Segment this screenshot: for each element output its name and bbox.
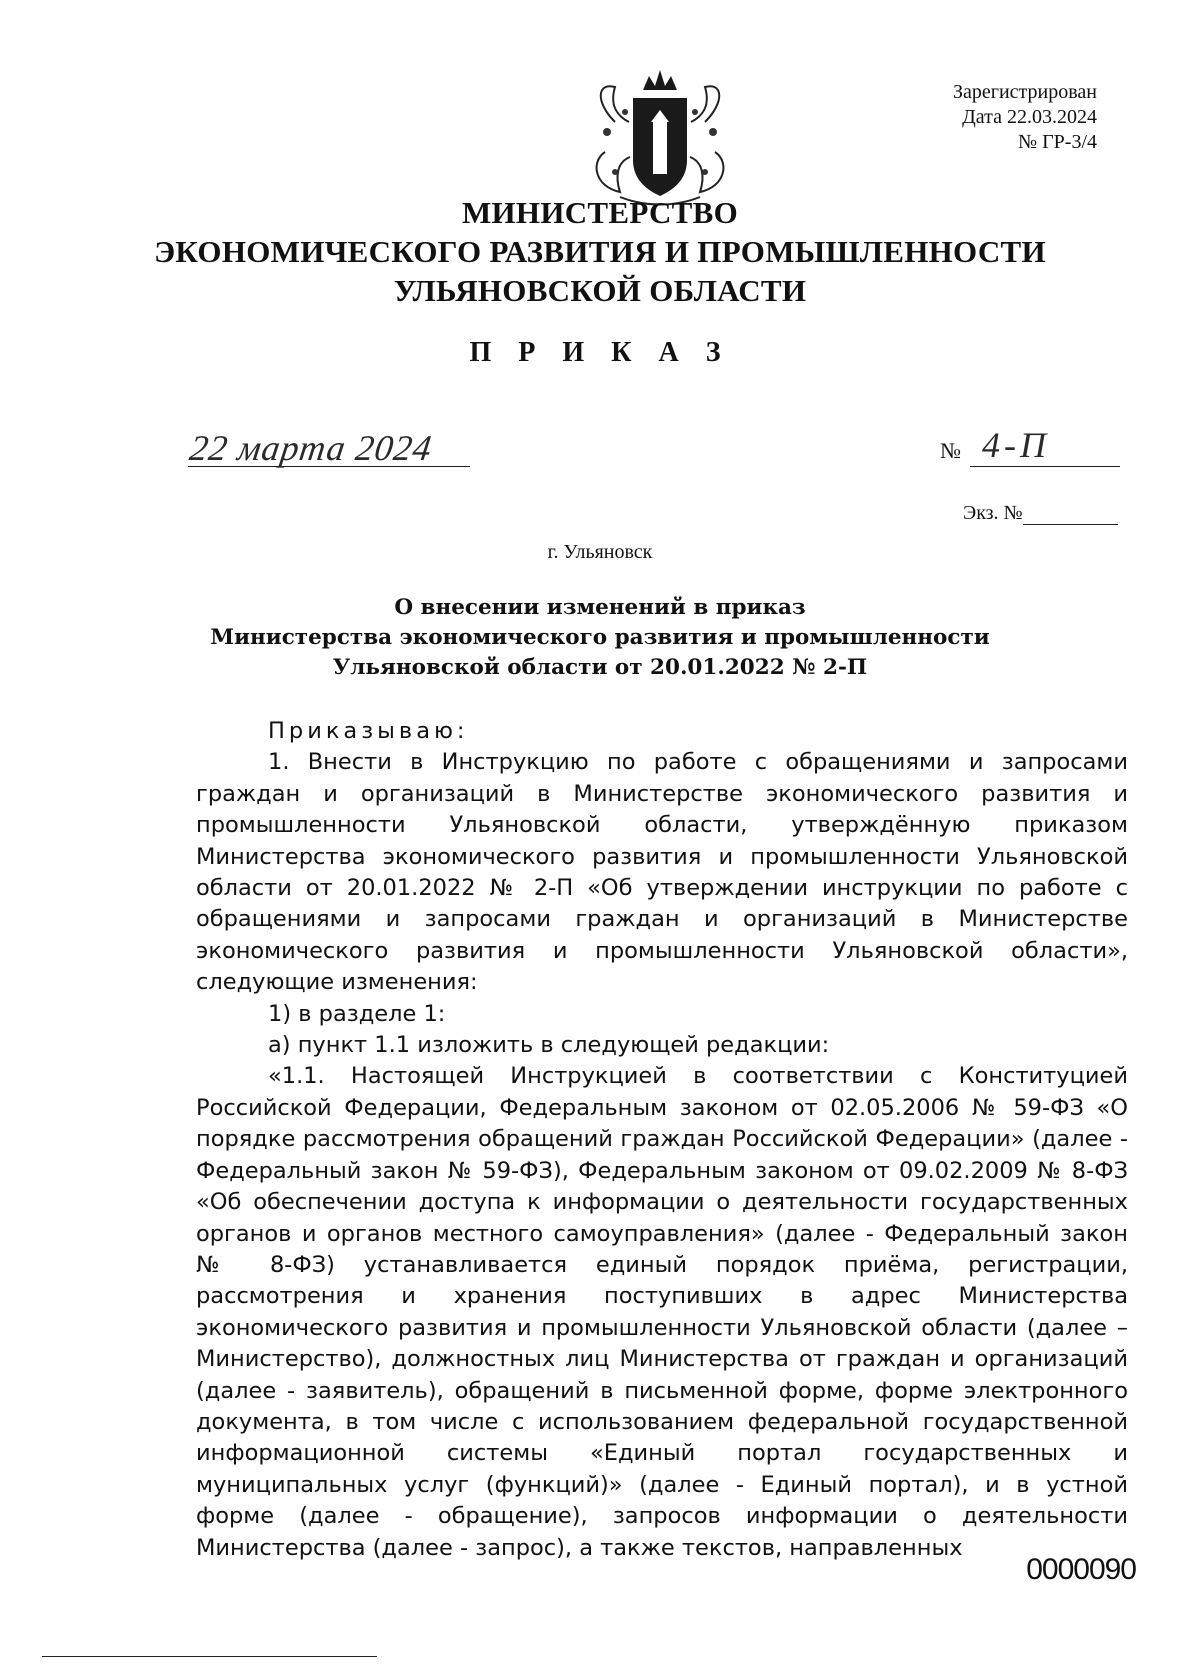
ministry-line-2: ЭКОНОМИЧЕСКОГО РАЗВИТИЯ И ПРОМЫШЛЕННОСТИ (154, 234, 1046, 269)
order-subject (0, 593, 1200, 683)
ministry-header (0, 193, 1200, 310)
ministry-line-3: УЛЬЯНОВСКОЙ ОБЛАСТИ (393, 273, 807, 308)
coat-of-arms-emblem (585, 62, 735, 210)
order-title: П Р И К А З (469, 337, 731, 368)
number-underline (970, 466, 1120, 467)
number-sign: № (940, 438, 961, 463)
subject-line-2: Министерства экономического развития и промышленности (210, 625, 990, 650)
order-word: Приказываю: (268, 718, 469, 744)
paragraph-1: 1. Внести в Инструкцию по работе с обращениями и запросами граждан и организаций в Министерстве экономического развития и промышленности Ульяновской области, утверждённую приказом Министерства экономического развития и промышленности Ульяновской области от 20.01.2022 № 2-П «Об утверждении инструкции по работе с обращениями и запросами граждан и организаций в Министерстве экономического развития и промышленности Ульяновской области», следующие изменения: (196, 749, 1128, 996)
handwritten-order-date: 22 марта 2024 (187, 428, 435, 468)
copy-number-blank (1023, 506, 1118, 525)
registration-label: Зарегистрирован (952, 81, 1097, 103)
order-body (196, 716, 1128, 1564)
registration-number: № ГР-3/4 (1018, 131, 1097, 153)
subject-line-3: Ульяновской области от 20.01.2022 № 2-П (332, 655, 868, 680)
registration-stamp (953, 80, 1097, 155)
date-underline (188, 466, 470, 467)
handwritten-order-number: 4-П (982, 425, 1050, 465)
paragraph-4: «1.1. Настоящей Инструкцией в соответствии с Конституцией Российской Федерации, Федеральным законом от 02.05.2006 № 59-ФЗ «О порядке рассмотрения обращений граждан Российской Федерации» (далее - Федеральный закон № 59-ФЗ), Федеральным законом от 09.02.2009 № 8-ФЗ «Об обеспечении доступа к информации о деятельности государственных органов и органов местного самоуправления» (далее - Федеральный закон № 8-ФЗ) устанавливается единый порядок приёма, регистрации, рассмотрения и хранения поступивших в адрес Министерства экономического развития и промышленности Ульяновской области (далее – Министерство), должностных лиц Министерства от граждан и организаций (далее - заявитель), обращений в письменной форме, форме электронного документа, в том числе с использованием федеральной государственной информационной системы «Единый портал государственных и муниципальных услуг (функций)» (далее - Единый портал), и в устной форме (далее - обращение), запросов информации о деятельности Министерства (далее - запрос), а также текстов, направленных (196, 1063, 1128, 1561)
footer-divider (42, 1656, 377, 1657)
page-code: 0000090 (1026, 1553, 1136, 1586)
paragraph-2: 1) в разделе 1: (268, 1000, 446, 1027)
paragraph-3: а) пункт 1.1 изложить в следующей редакции: (268, 1032, 830, 1059)
registration-date: Дата 22.03.2024 (962, 106, 1097, 128)
ministry-line-1: МИНИСТЕРСТВО (461, 195, 739, 230)
order-number (940, 425, 1120, 470)
copy-number-label: Экз. № (963, 502, 1023, 524)
city: г. Ульяновск (547, 541, 653, 563)
copy-number (963, 502, 1118, 525)
subject-line-1: О внесении изменений в приказ (394, 595, 806, 620)
